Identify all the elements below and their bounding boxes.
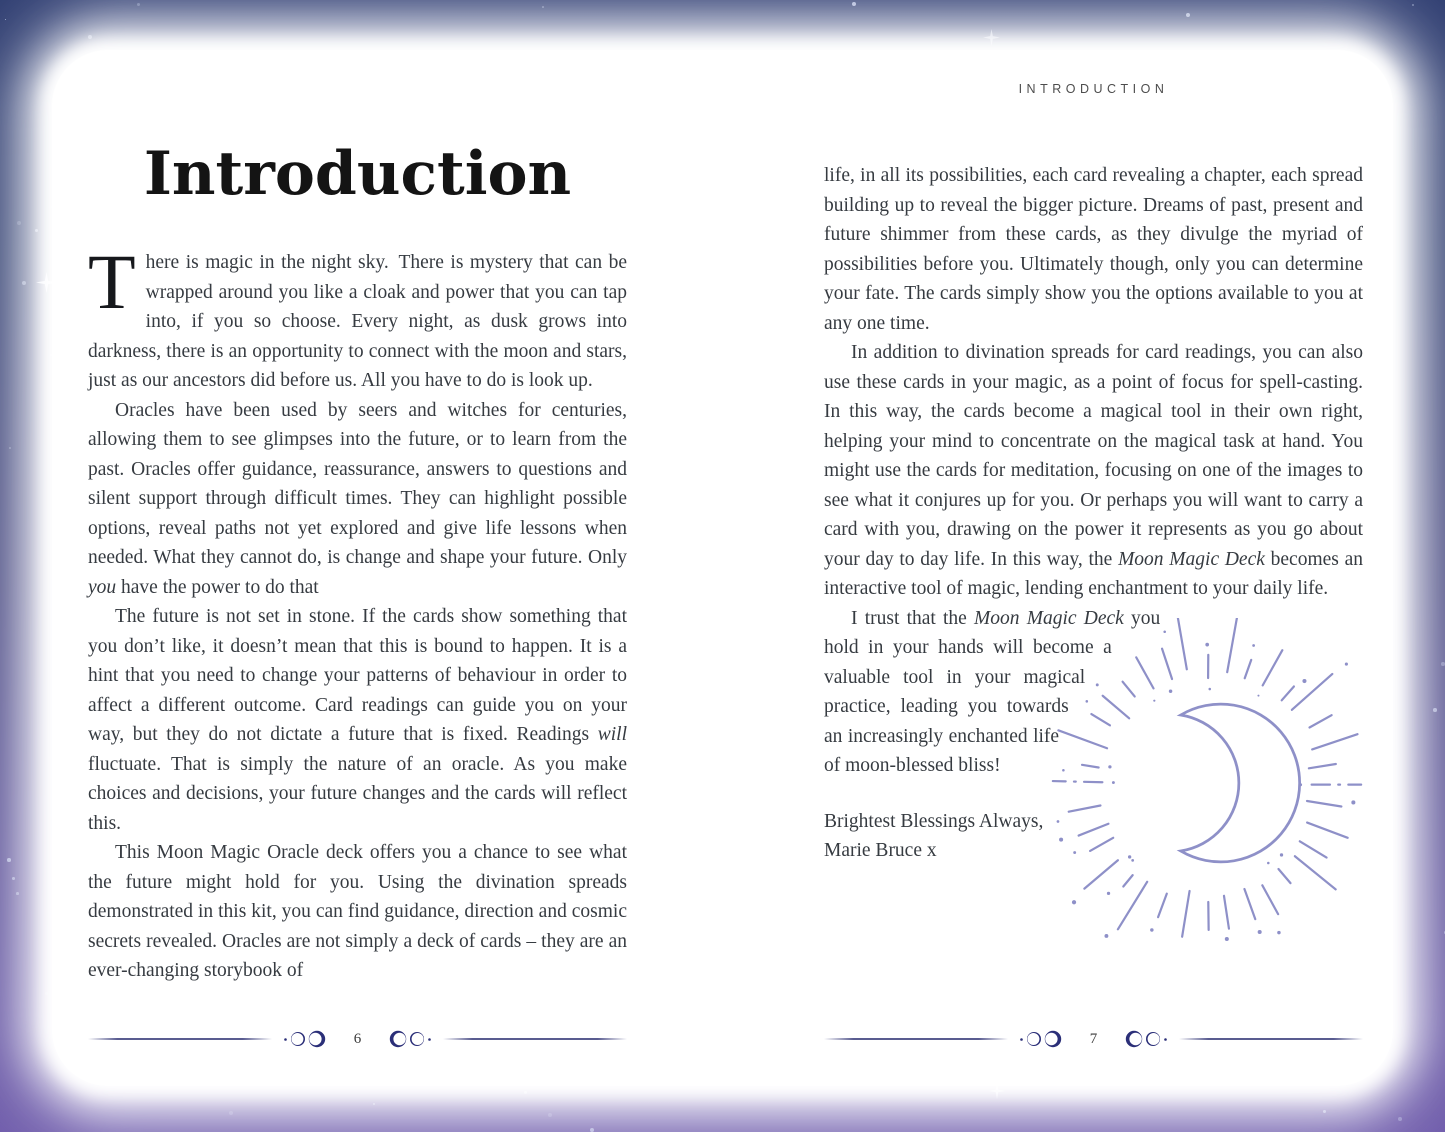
moon-ray-dot [1107,891,1110,894]
moon-ray [1123,875,1132,886]
crescent-moons-ornament-right [1119,1029,1171,1049]
moon-ray-dot [1169,689,1172,692]
dot-icon [1164,1038,1167,1041]
moon-ray [1262,885,1278,914]
moon-ray [1082,764,1099,767]
star [17,221,21,225]
crescent-moon-filled-icon [390,1031,406,1047]
body-paragraph [88,396,627,603]
footer-rule [1179,1038,1363,1040]
star [22,281,26,285]
body-paragraph [88,238,627,396]
star [16,892,19,895]
page-title: Introduction [143,139,572,209]
moon-ray-dot [1128,855,1131,858]
moon-ray-dot [1062,768,1065,771]
moon-ray-dot [1302,679,1306,683]
signature-line: Brightest Blessings Always, [824,810,1044,832]
crescent-moon-outline-icon [1027,1032,1041,1046]
star [12,877,15,880]
star [7,858,11,862]
star [1186,13,1190,17]
crescent-moon-icon [1181,704,1300,862]
moon-ray [1103,695,1130,718]
moon-ray [1307,800,1341,806]
moon-ray [1245,659,1252,677]
star [88,35,92,39]
moon-ray [1278,868,1290,882]
moon-ray-dot [1225,936,1229,940]
moon-ray [1224,895,1229,928]
crescent-moon-outline-icon [410,1032,424,1046]
right-page [824,50,1363,948]
moon-ray [1182,891,1189,937]
moon-ray [1307,822,1348,837]
star [373,1103,375,1105]
footer-rule [824,1038,1008,1040]
footer-rule [88,1038,272,1040]
star [542,6,544,8]
star [1433,708,1437,712]
drop-cap: T [88,238,136,325]
left-page-footer [88,1028,627,1050]
footer-rule [443,1038,627,1040]
paragraph-text: becomes an interactive tool of magic, lending enchantment to your daily life. [824,548,1364,599]
star [9,447,11,449]
moon-ray [1263,650,1283,685]
star [1412,4,1414,6]
crescent-moons-ornament-left [1016,1029,1068,1049]
moon-ray [1091,714,1110,725]
moon-ray-dot [1086,700,1089,703]
moon-ray-dot [1104,934,1108,938]
italic-text: Moon Magic Deck [1118,548,1265,570]
right-page-footer [824,1028,1363,1050]
moon-ray [1079,823,1109,835]
paragraph-text: Oracles have been used by seers and witches for centuries, allowing them to see glimpses into the future, or to learn from the past. Oracles offer guidance, reassurance, answers to questions and silent support through difficult times. They can highlight possible options, reveal paths not yet explored and give life lessons when needed. What they cannot do, is change and shape your future. Only [88,399,627,568]
moon-ray [1084,860,1117,888]
moon-ray-dot [1150,928,1153,931]
body-paragraph [88,602,627,838]
moon-ray [1244,888,1255,918]
moon-ray-dot [1073,851,1076,854]
dot-icon [284,1038,287,1041]
star [590,1128,594,1132]
paragraph-text: here is magic in the night sky. There is mystery that can be wrapped around you like a cloak and power that you can tap into, if you so choose. Every night, as dusk grows into darkness, there is an opportunity to connect with the moon and stars, just as our ancestors did before us. All you have to do is look up. [88,252,627,391]
star [524,1091,527,1094]
star [1398,1117,1402,1121]
moon-ray-dot [1208,687,1211,690]
book-spread [52,50,1393,1086]
moon-ray [1090,837,1113,850]
moon-ray [1136,657,1153,688]
moon-ray [1058,730,1107,748]
moon-ray-dot [1059,837,1063,841]
body-paragraph [824,338,1363,604]
moon-ray [1158,893,1167,916]
moon-ray-dot [1252,644,1255,647]
moon-ray [1312,734,1357,749]
paragraph-text: This Moon Magic Oracle deck offers you a chance to see what the future might hold for you. Using the divination spreads demonstrated in this kit, you can find guidance, direction and cosmic secrets revealed. Oracles are not simply a deck of cards – they are an ever-changing storybook of [88,842,627,981]
star [137,3,140,6]
moon-ray [1300,841,1327,857]
moon-ray-dot [1257,694,1259,696]
sparkle-star-icon [983,29,1000,46]
paragraph-text: have the power to do that [116,576,319,598]
moon-ray-dot [1112,781,1115,784]
moon-ray-dot [1131,858,1134,861]
moon-ray [1310,715,1332,727]
star [1441,662,1445,666]
star [35,229,38,232]
paragraph-text: life, in all its possibilities, each card revealing a chapter, each spread building up to reveal the bigger picture. Dreams of past, present and future shimmer from these cards, as they divulge the myriad of possibilities before you. Ultimately though, only you can determine your fate. The cards simply show you the options available to you at any one time. [824,165,1363,334]
left-page-body [88,238,627,986]
page-number: 7 [1089,1030,1098,1047]
moon-ray-dot [1345,662,1348,665]
star [229,1111,233,1115]
moon-ray [1118,881,1147,928]
paragraph-text: The future is not set in stone. If the cards show something that you don’t like, it doesn’t mean that this is bound to happen. It is a hint that you need to change your patterns of behaviour in order to affect a different outcome. Card readings can guide you on your way, but they do not dictate a future that is fixed. Readings [88,606,627,745]
moon-ray [1309,764,1336,768]
moon-ray-dot [1153,699,1155,701]
crescent-moons-ornament-right [383,1029,435,1049]
dot-icon [428,1038,431,1041]
italic-text: Moon Magic Deck [974,607,1124,629]
crescent-moon-outline-icon [291,1032,305,1046]
body-paragraph [88,838,627,986]
moon-ray-dot [1258,930,1262,934]
moon-ray [1053,781,1103,782]
moon-ray-dot [1163,630,1166,633]
page-number: 6 [353,1030,362,1047]
crescent-moon-filled-icon [309,1031,325,1047]
moon-ray-dot [1351,800,1355,804]
moon-ray-dot [1205,642,1209,646]
moon-ray-dot [1072,900,1076,904]
running-head: INTRODUCTION [1018,82,1169,96]
crescent-moon-rays-illustration [1051,618,1363,948]
moon-ray-dot [1277,930,1280,933]
moon-ray-dot [1280,853,1283,856]
star [45,992,48,995]
body-paragraph [824,161,1363,338]
moon-ray [1162,648,1172,678]
moon-ray [1123,681,1135,696]
crescent-moon-filled-icon [1045,1031,1061,1047]
moon-ray [1227,618,1237,672]
star [5,19,6,20]
moon-ray [1292,673,1332,709]
crescent-moon-outline-icon [1146,1032,1160,1046]
right-page-body [824,161,1363,866]
paragraph-text: fluctuate. That is simply the nature of an oracle. As you make choices and decisions, your future changes and the cards will reflect this. [88,753,627,834]
moon-ray [1069,805,1101,811]
paragraph-text: I trust that the [851,607,975,629]
paragraph-text: you hold in your hands will become a valuable tool in your magical practice, leading you towards an increasingly enchanted life of moon-blessed bliss! [824,607,1161,776]
star [548,1113,552,1117]
italic-text: you [88,576,117,598]
star [852,2,856,6]
body-paragraph [824,604,1363,781]
moon-ray-dot [1057,820,1060,823]
italic-text: will [597,724,627,745]
moon-ray [1177,618,1186,669]
crescent-moons-ornament-left [280,1029,332,1049]
moon-ray [1282,686,1294,700]
moon-ray-dot [1108,765,1111,768]
crescent-moon-filled-icon [1126,1031,1142,1047]
left-page [88,50,627,986]
moon-ray [1295,856,1336,889]
star [1323,1110,1326,1113]
dot-icon [1020,1038,1023,1041]
paragraph-text: In addition to divination spreads for card readings, you can also use these cards in your magic, as a point of focus for spell-casting. In this way, the cards become a magical tool in their own right, helping your mind to concentrate on the magical task at hand. You might use the cards for meditation, focusing on one of the images to see what it conjures up for you. Or perhaps you will want to carry a card with you, drawing on the power it represents as you go about your day to day life. In this way, the [824,342,1363,570]
signature-line: Marie Bruce x [824,840,937,861]
moon-ray-dot [1267,861,1270,864]
moon-ray-dot [1096,683,1099,686]
